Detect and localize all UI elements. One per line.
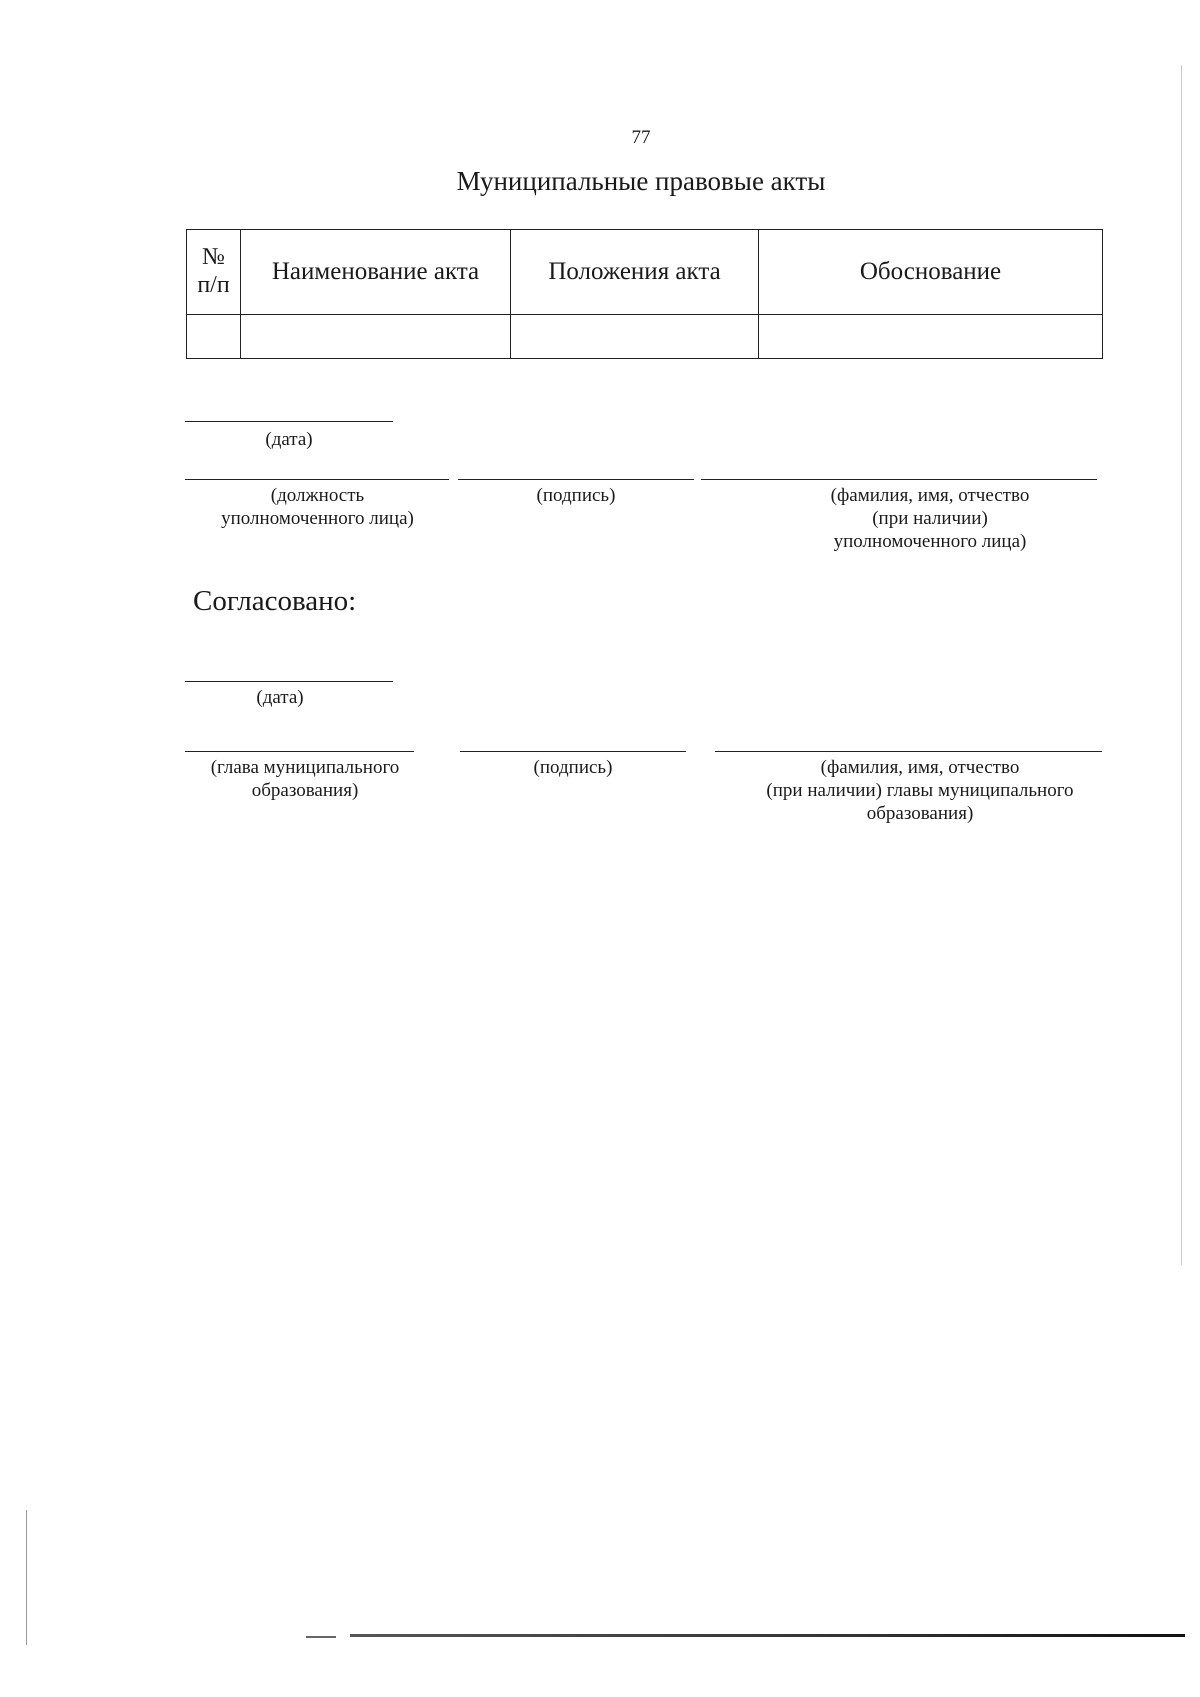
table-cell [187, 315, 241, 359]
name-line [701, 479, 1097, 480]
approval-position-line [185, 751, 414, 752]
scan-edge-left [26, 1510, 27, 1645]
approval-signature-line [460, 751, 686, 752]
approval-date-line [185, 681, 393, 682]
approval-name-caption: (фамилия, имя, отчество (при наличии) главы муниципального образования) [766, 757, 1074, 824]
approval-heading: Согласовано: [193, 585, 357, 617]
page-number: 77 [631, 127, 651, 148]
table-cell [241, 315, 511, 359]
name-caption: (фамилия, имя, отчество (при наличии) уполномоченного лица) [830, 485, 1030, 552]
position-line [185, 479, 449, 480]
scan-edge-bottom-fragment [306, 1636, 336, 1638]
header-number: № п/п [187, 230, 241, 315]
position-caption: (должность уполномоченного лица) [221, 485, 414, 529]
table-row [187, 315, 1103, 359]
scan-edge-bottom [350, 1634, 1185, 1637]
table-cell [759, 315, 1103, 359]
table-cell [511, 315, 759, 359]
date-line [185, 421, 393, 422]
date-caption: (дата) [265, 429, 313, 450]
header-justification: Обоснование [759, 230, 1103, 315]
approval-position-caption: (глава муниципального образования) [210, 757, 400, 801]
signature-line [458, 479, 694, 480]
approval-signature-caption: (подпись) [533, 757, 613, 778]
scan-edge-right [1181, 65, 1182, 1265]
acts-table [186, 229, 1103, 359]
approval-date-caption: (дата) [256, 687, 304, 708]
header-act-provisions: Положения акта [511, 230, 759, 315]
approval-name-line [715, 751, 1102, 752]
signature-caption: (подпись) [536, 485, 616, 506]
table-header-row [187, 230, 1103, 315]
header-act-name: Наименование акта [241, 230, 511, 315]
document-title: Муниципальные правовые акты [456, 166, 826, 196]
